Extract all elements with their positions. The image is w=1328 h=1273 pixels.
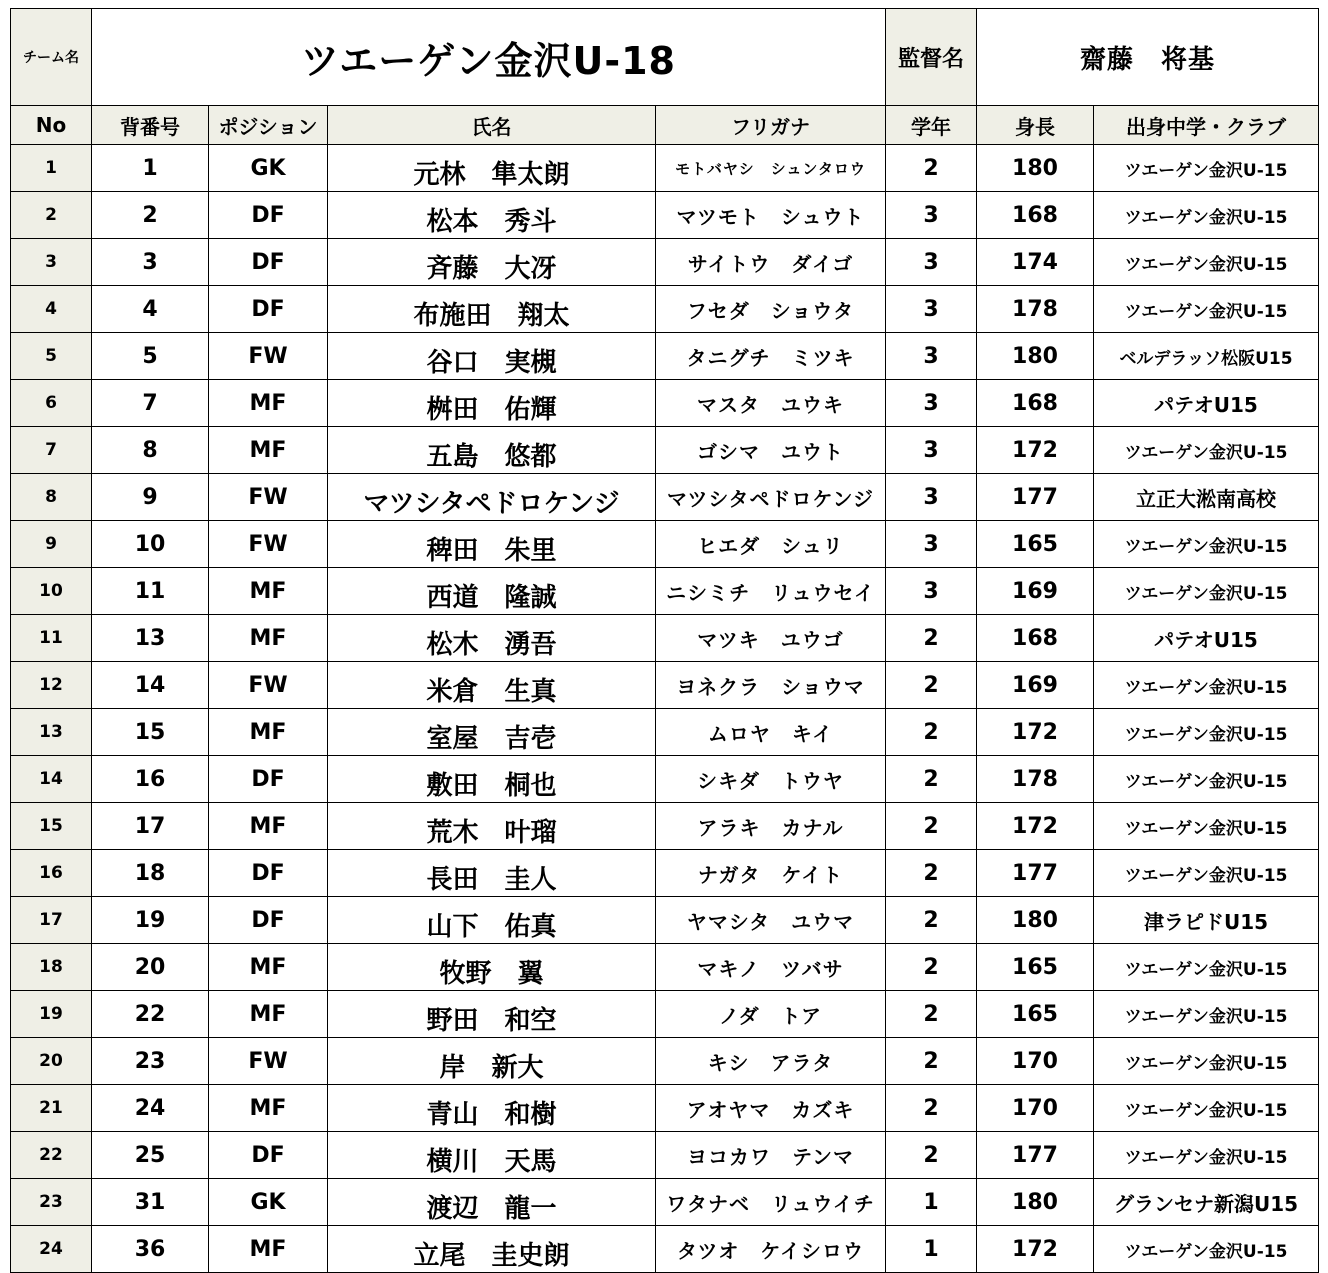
cell-position: MF [209, 427, 328, 474]
cell-club: ツエーゲン金沢U-15 [1094, 192, 1319, 239]
cell-kana: アオヤマ カズキ [656, 1085, 886, 1132]
cell-position: DF [209, 756, 328, 803]
cell-grade: 2 [886, 944, 977, 991]
table-row [11, 662, 1319, 709]
table-row [11, 192, 1319, 239]
cell-no: 4 [11, 286, 92, 333]
cell-name: 野田 和空 [328, 991, 656, 1038]
cell-club: ツエーゲン金沢U-15 [1094, 944, 1319, 991]
cell-position: FW [209, 521, 328, 568]
team-name: ツエーゲン金沢U-18 [301, 38, 676, 83]
cell-height: 170 [977, 1085, 1094, 1132]
cell-position: GK [209, 145, 328, 192]
cell-grade: 2 [886, 615, 977, 662]
cell-number: 31 [92, 1179, 209, 1226]
cell-number: 2 [92, 192, 209, 239]
cell-kana: マスタ ユウキ [656, 380, 886, 427]
cell-club: グランセナ新潟U15 [1094, 1179, 1319, 1226]
cell-kana: モトバヤシ シュンタロウ [656, 145, 886, 192]
table-row [11, 850, 1319, 897]
cell-grade: 1 [886, 1179, 977, 1226]
cell-grade: 2 [886, 662, 977, 709]
roster-table [10, 8, 1319, 1273]
table-row [11, 380, 1319, 427]
cell-grade: 2 [886, 145, 977, 192]
cell-club: ツエーゲン金沢U-15 [1094, 709, 1319, 756]
cell-kana: ノダ トア [656, 991, 886, 1038]
col-header-club: 出身中学・クラブ [1094, 106, 1319, 145]
cell-number: 22 [92, 991, 209, 1038]
cell-position: MF [209, 1085, 328, 1132]
cell-name: 立尾 圭史朗 [328, 1226, 656, 1273]
cell-name: マツシタペドロケンジ [328, 474, 656, 521]
cell-no: 21 [11, 1085, 92, 1132]
col-header-kana: フリガナ [656, 106, 886, 145]
cell-kana: アラキ カナル [656, 803, 886, 850]
cell-height: 165 [977, 991, 1094, 1038]
cell-grade: 3 [886, 333, 977, 380]
cell-no: 18 [11, 944, 92, 991]
cell-name: 横川 天馬 [328, 1132, 656, 1179]
cell-height: 172 [977, 1226, 1094, 1273]
cell-kana: ヒエダ シュリ [656, 521, 886, 568]
cell-number: 11 [92, 568, 209, 615]
cell-no: 7 [11, 427, 92, 474]
cell-height: 180 [977, 1179, 1094, 1226]
cell-no: 2 [11, 192, 92, 239]
team-header-row [11, 9, 1319, 106]
cell-grade: 2 [886, 756, 977, 803]
cell-club: ツエーゲン金沢U-15 [1094, 850, 1319, 897]
cell-grade: 2 [886, 1038, 977, 1085]
cell-kana: マキノ ツバサ [656, 944, 886, 991]
cell-number: 10 [92, 521, 209, 568]
table-row [11, 1038, 1319, 1085]
cell-position: MF [209, 1226, 328, 1273]
table-row [11, 944, 1319, 991]
cell-height: 180 [977, 333, 1094, 380]
cell-grade: 2 [886, 1085, 977, 1132]
cell-name: 谷口 実槻 [328, 333, 656, 380]
cell-height: 177 [977, 1132, 1094, 1179]
cell-position: DF [209, 286, 328, 333]
cell-position: DF [209, 850, 328, 897]
cell-grade: 2 [886, 803, 977, 850]
cell-grade: 3 [886, 427, 977, 474]
column-header-row [11, 106, 1319, 145]
cell-kana: ニシミチ リュウセイ [656, 568, 886, 615]
cell-height: 180 [977, 145, 1094, 192]
cell-height: 177 [977, 850, 1094, 897]
cell-position: FW [209, 474, 328, 521]
coach-label-cell [886, 9, 977, 106]
col-header-number: 背番号 [92, 106, 209, 145]
cell-kana: ゴシマ ユウト [656, 427, 886, 474]
cell-no: 22 [11, 1132, 92, 1179]
table-row [11, 1085, 1319, 1132]
table-row [11, 1179, 1319, 1226]
cell-no: 10 [11, 568, 92, 615]
cell-name: 室屋 吉壱 [328, 709, 656, 756]
cell-club: ツエーゲン金沢U-15 [1094, 286, 1319, 333]
table-row [11, 615, 1319, 662]
cell-number: 16 [92, 756, 209, 803]
cell-kana: ヨネクラ ショウマ [656, 662, 886, 709]
cell-name: 長田 圭人 [328, 850, 656, 897]
cell-name: 西道 隆誠 [328, 568, 656, 615]
cell-number: 1 [92, 145, 209, 192]
cell-grade: 2 [886, 897, 977, 944]
cell-grade: 3 [886, 380, 977, 427]
cell-club: ツエーゲン金沢U-15 [1094, 803, 1319, 850]
table-row [11, 239, 1319, 286]
cell-no: 11 [11, 615, 92, 662]
cell-number: 19 [92, 897, 209, 944]
cell-name: 布施田 翔太 [328, 286, 656, 333]
cell-name: 牧野 翼 [328, 944, 656, 991]
coach-name: 齋藤 将基 [1080, 44, 1216, 75]
cell-no: 24 [11, 1226, 92, 1273]
cell-position: DF [209, 897, 328, 944]
cell-height: 177 [977, 474, 1094, 521]
cell-position: MF [209, 944, 328, 991]
cell-no: 6 [11, 380, 92, 427]
cell-club: ツエーゲン金沢U-15 [1094, 568, 1319, 615]
cell-number: 24 [92, 1085, 209, 1132]
cell-height: 180 [977, 897, 1094, 944]
cell-position: MF [209, 803, 328, 850]
cell-position: MF [209, 568, 328, 615]
cell-no: 5 [11, 333, 92, 380]
cell-position: MF [209, 380, 328, 427]
team-name-cell [92, 9, 886, 106]
cell-grade: 3 [886, 286, 977, 333]
cell-kana: ヨコカワ テンマ [656, 1132, 886, 1179]
cell-club: ツエーゲン金沢U-15 [1094, 1085, 1319, 1132]
cell-kana: マツモト シュウト [656, 192, 886, 239]
cell-no: 15 [11, 803, 92, 850]
cell-name: 斉藤 大冴 [328, 239, 656, 286]
table-row [11, 427, 1319, 474]
col-header-height: 身長 [977, 106, 1094, 145]
cell-club: ツエーゲン金沢U-15 [1094, 1226, 1319, 1273]
table-row [11, 709, 1319, 756]
cell-grade: 3 [886, 568, 977, 615]
cell-number: 20 [92, 944, 209, 991]
table-row [11, 474, 1319, 521]
cell-no: 16 [11, 850, 92, 897]
cell-height: 168 [977, 380, 1094, 427]
cell-grade: 3 [886, 239, 977, 286]
cell-club: パテオU15 [1094, 615, 1319, 662]
table-row [11, 1226, 1319, 1273]
cell-height: 172 [977, 427, 1094, 474]
cell-kana: タニグチ ミツキ [656, 333, 886, 380]
cell-club: ツエーゲン金沢U-15 [1094, 1132, 1319, 1179]
cell-height: 170 [977, 1038, 1094, 1085]
table-row [11, 333, 1319, 380]
cell-grade: 1 [886, 1226, 977, 1273]
cell-height: 165 [977, 944, 1094, 991]
cell-height: 172 [977, 709, 1094, 756]
cell-kana: ムロヤ キイ [656, 709, 886, 756]
table-row [11, 568, 1319, 615]
cell-name: 敷田 桐也 [328, 756, 656, 803]
cell-grade: 3 [886, 521, 977, 568]
cell-club: ツエーゲン金沢U-15 [1094, 991, 1319, 1038]
cell-number: 15 [92, 709, 209, 756]
cell-grade: 2 [886, 991, 977, 1038]
cell-number: 9 [92, 474, 209, 521]
cell-kana: フセダ ショウタ [656, 286, 886, 333]
cell-name: 五島 悠都 [328, 427, 656, 474]
cell-kana: ナガタ ケイト [656, 850, 886, 897]
cell-no: 13 [11, 709, 92, 756]
cell-name: 松木 湧吾 [328, 615, 656, 662]
cell-height: 174 [977, 239, 1094, 286]
cell-no: 17 [11, 897, 92, 944]
cell-number: 17 [92, 803, 209, 850]
cell-no: 9 [11, 521, 92, 568]
cell-name: 青山 和樹 [328, 1085, 656, 1132]
cell-club: パテオU15 [1094, 380, 1319, 427]
cell-grade: 2 [886, 850, 977, 897]
cell-name: 松本 秀斗 [328, 192, 656, 239]
cell-club: 立正大淞南高校 [1094, 474, 1319, 521]
cell-number: 25 [92, 1132, 209, 1179]
cell-no: 14 [11, 756, 92, 803]
cell-number: 3 [92, 239, 209, 286]
cell-position: MF [209, 709, 328, 756]
cell-club: ベルデラッソ松阪U15 [1094, 333, 1319, 380]
table-row [11, 897, 1319, 944]
col-header-position: ポジション [209, 106, 328, 145]
cell-position: FW [209, 662, 328, 709]
cell-kana: キシ アラタ [656, 1038, 886, 1085]
team-label-cell [11, 9, 92, 106]
cell-grade: 3 [886, 474, 977, 521]
cell-number: 23 [92, 1038, 209, 1085]
cell-no: 20 [11, 1038, 92, 1085]
cell-height: 168 [977, 192, 1094, 239]
table-row [11, 145, 1319, 192]
team-label: チーム名 [23, 50, 79, 66]
cell-club: ツエーゲン金沢U-15 [1094, 521, 1319, 568]
cell-position: FW [209, 1038, 328, 1085]
cell-kana: ヤマシタ ユウマ [656, 897, 886, 944]
cell-position: MF [209, 615, 328, 662]
cell-position: GK [209, 1179, 328, 1226]
cell-name: 桝田 佑輝 [328, 380, 656, 427]
cell-grade: 2 [886, 709, 977, 756]
cell-club: ツエーゲン金沢U-15 [1094, 1038, 1319, 1085]
cell-no: 1 [11, 145, 92, 192]
cell-name: 荒木 叶瑠 [328, 803, 656, 850]
cell-club: ツエーゲン金沢U-15 [1094, 239, 1319, 286]
table-row [11, 1132, 1319, 1179]
col-header-no: No [11, 106, 92, 145]
cell-position: FW [209, 333, 328, 380]
cell-number: 4 [92, 286, 209, 333]
cell-club: ツエーゲン金沢U-15 [1094, 662, 1319, 709]
cell-kana: シキダ トウヤ [656, 756, 886, 803]
cell-height: 169 [977, 662, 1094, 709]
table-row [11, 803, 1319, 850]
cell-grade: 3 [886, 192, 977, 239]
cell-name: 渡辺 龍一 [328, 1179, 656, 1226]
cell-height: 178 [977, 286, 1094, 333]
cell-number: 8 [92, 427, 209, 474]
cell-no: 19 [11, 991, 92, 1038]
cell-height: 165 [977, 521, 1094, 568]
cell-kana: マツシタペドロケンジ [656, 474, 886, 521]
cell-position: DF [209, 1132, 328, 1179]
cell-height: 172 [977, 803, 1094, 850]
cell-name: 岸 新大 [328, 1038, 656, 1085]
cell-height: 178 [977, 756, 1094, 803]
table-row [11, 286, 1319, 333]
cell-no: 12 [11, 662, 92, 709]
cell-club: 津ラピドU15 [1094, 897, 1319, 944]
cell-position: DF [209, 239, 328, 286]
cell-name: 山下 佑真 [328, 897, 656, 944]
cell-club: ツエーゲン金沢U-15 [1094, 145, 1319, 192]
cell-kana: タツオ ケイシロウ [656, 1226, 886, 1273]
coach-label: 監督名 [897, 46, 964, 72]
cell-number: 36 [92, 1226, 209, 1273]
table-row [11, 756, 1319, 803]
cell-name: 稗田 朱里 [328, 521, 656, 568]
col-header-grade: 学年 [886, 106, 977, 145]
cell-number: 18 [92, 850, 209, 897]
cell-grade: 2 [886, 1132, 977, 1179]
cell-no: 23 [11, 1179, 92, 1226]
cell-height: 169 [977, 568, 1094, 615]
cell-name: 元林 隼太朗 [328, 145, 656, 192]
cell-club: ツエーゲン金沢U-15 [1094, 427, 1319, 474]
table-row [11, 991, 1319, 1038]
cell-number: 7 [92, 380, 209, 427]
cell-position: DF [209, 192, 328, 239]
cell-kana: ワタナベ リュウイチ [656, 1179, 886, 1226]
cell-kana: サイトウ ダイゴ [656, 239, 886, 286]
col-header-name: 氏名 [328, 106, 656, 145]
table-row [11, 521, 1319, 568]
cell-no: 3 [11, 239, 92, 286]
cell-height: 168 [977, 615, 1094, 662]
cell-position: MF [209, 991, 328, 1038]
cell-name: 米倉 生真 [328, 662, 656, 709]
cell-no: 8 [11, 474, 92, 521]
cell-kana: マツキ ユウゴ [656, 615, 886, 662]
cell-number: 13 [92, 615, 209, 662]
cell-number: 5 [92, 333, 209, 380]
cell-number: 14 [92, 662, 209, 709]
cell-club: ツエーゲン金沢U-15 [1094, 756, 1319, 803]
coach-name-cell [977, 9, 1319, 106]
